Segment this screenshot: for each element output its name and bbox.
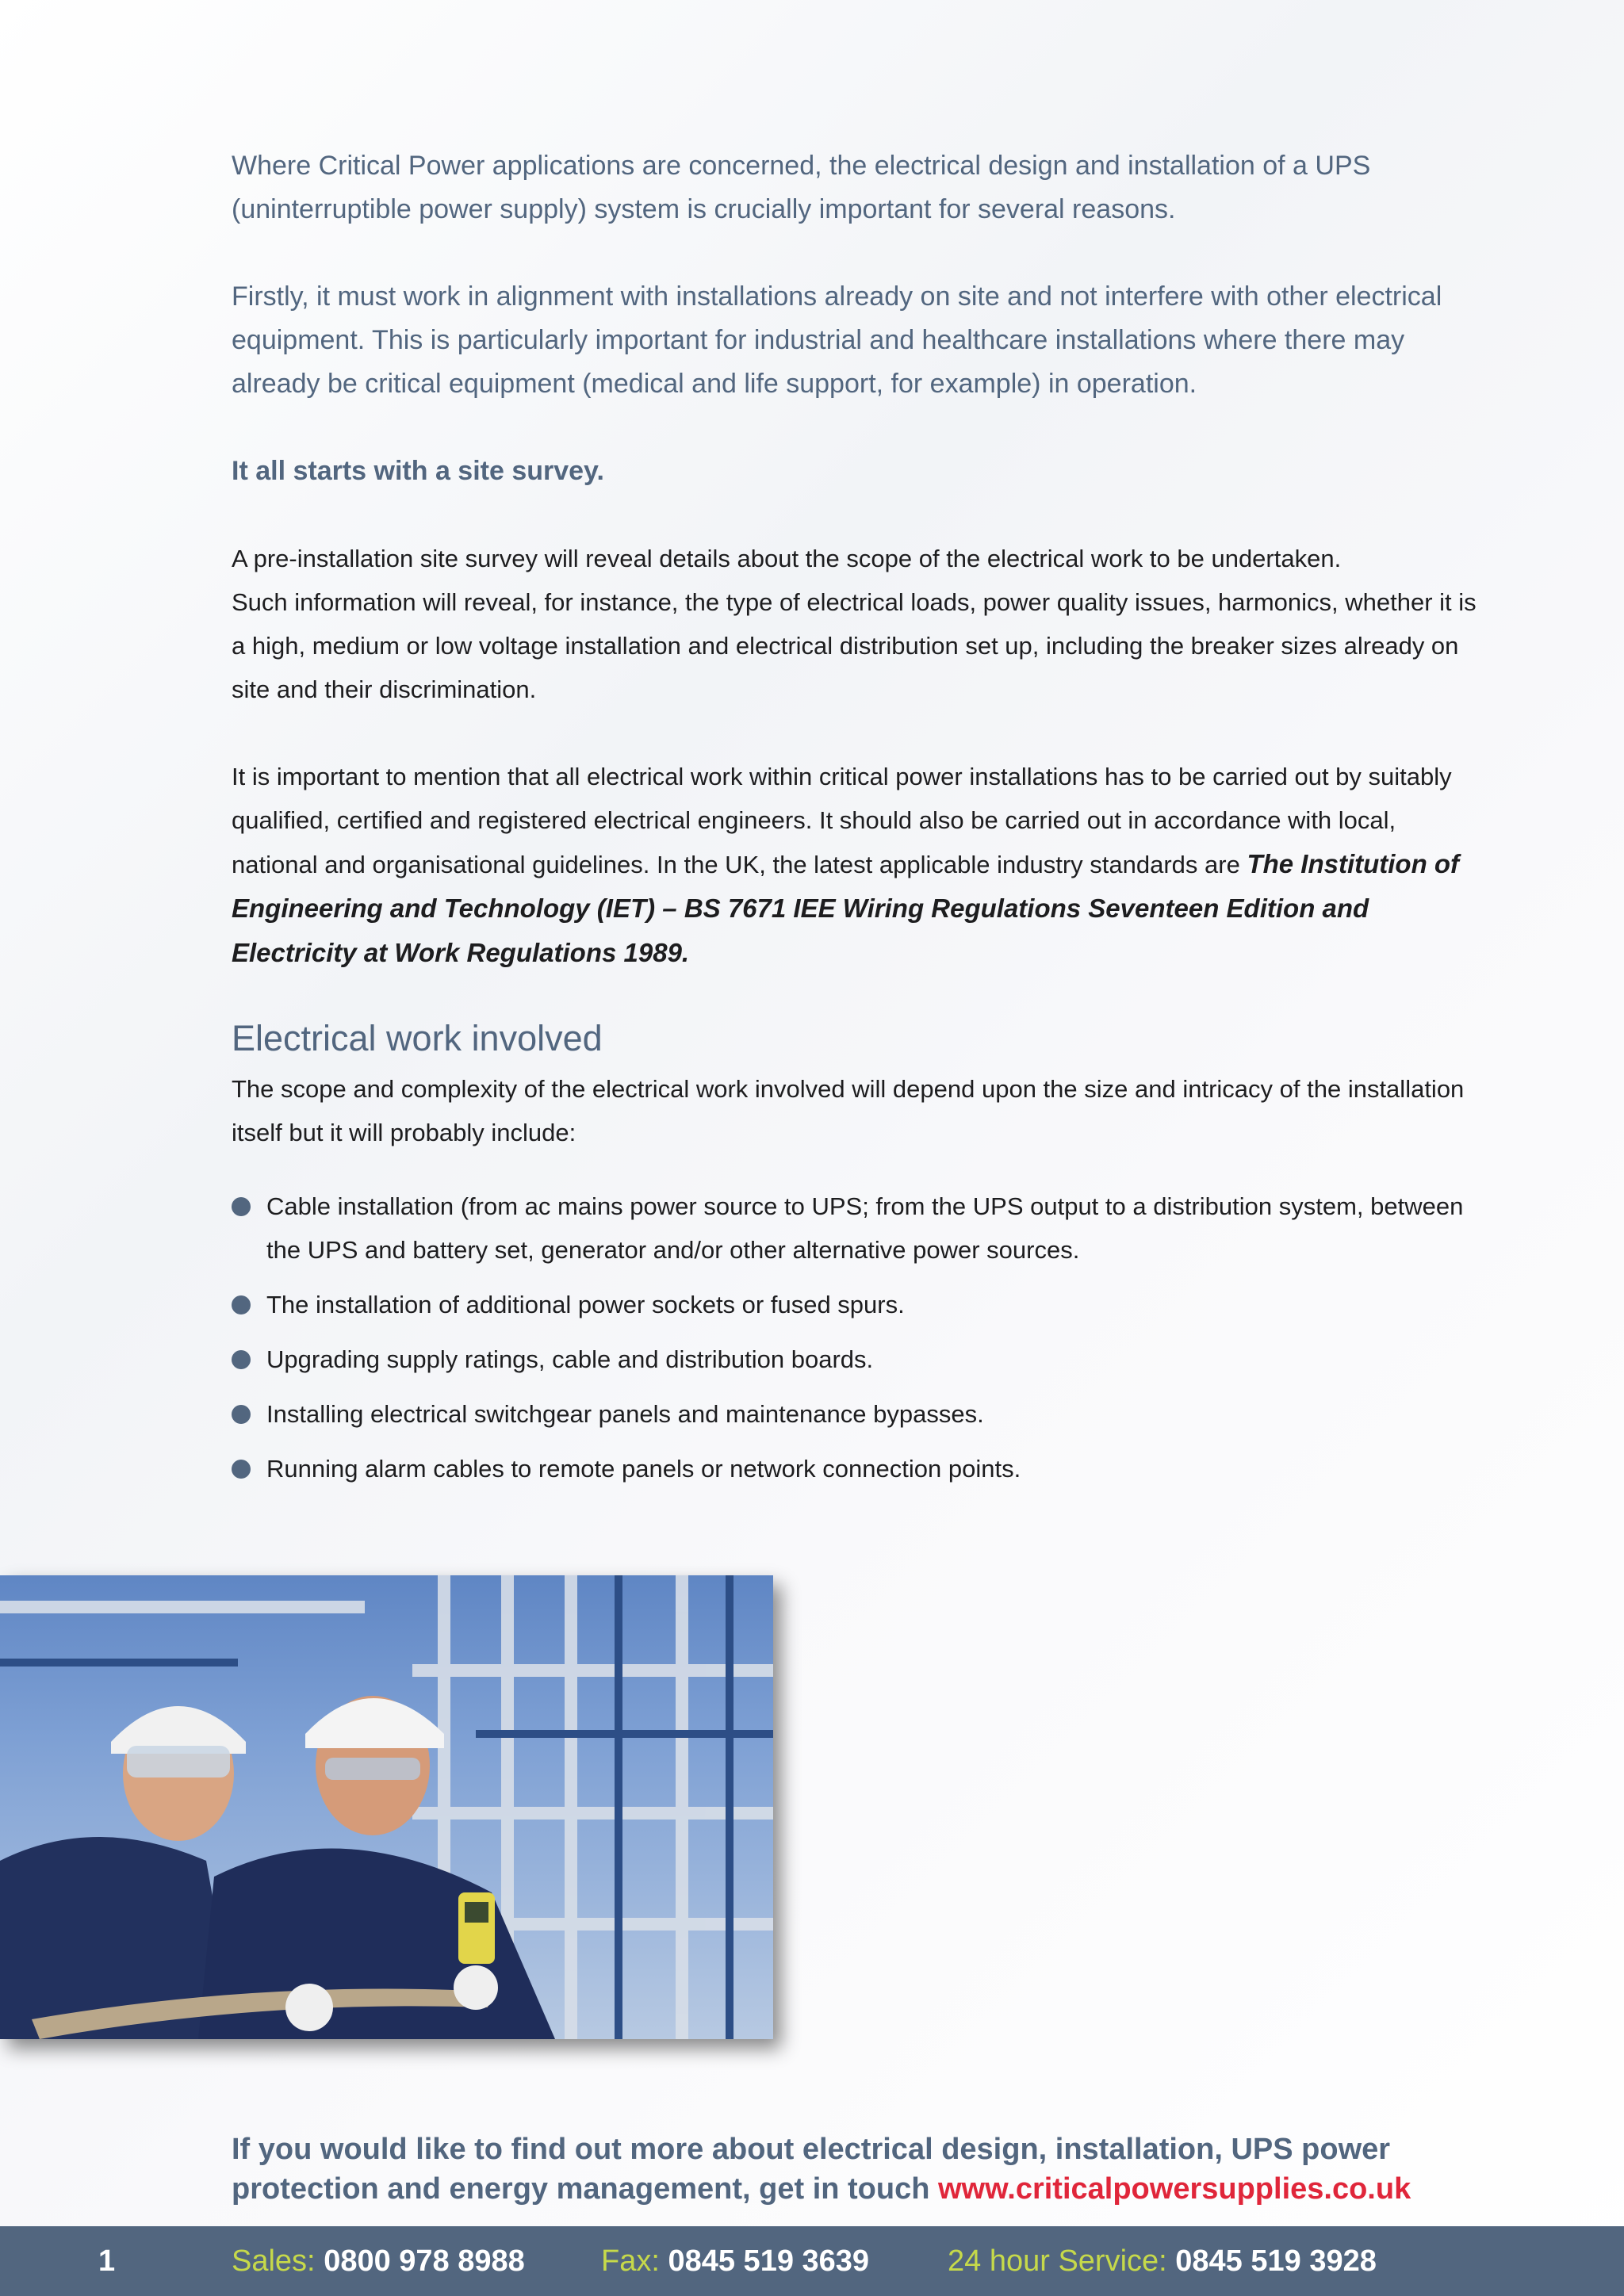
list-item-text: Upgrading supply ratings, cable and distribution boards. [266, 1345, 874, 1373]
list-item [232, 1447, 1484, 1490]
electrical-work-list [232, 1184, 1484, 1490]
standards-paragraph [232, 755, 1484, 975]
engineers-photo [0, 1575, 773, 2039]
intro-paragraph-1: Where Critical Power applications are concerned, the electrical design and installation of a UPS (uninterruptible power supply) system is crucially important for several reasons. [232, 151, 1371, 224]
bullet-icon [232, 1350, 251, 1369]
intro-paragraph-2: Firstly, it must work in alignment with installations already on site and not interfere with other electrical equipment. This is particularly important for industrial and healthcare installations where there may already be critical equipment (medical and life support, for example) in operation. [232, 281, 1442, 399]
bullet-icon [232, 1460, 251, 1479]
standards-emphasis: The Institution of Engineering and Technology (IET) – BS 7671 IEE Wiring Regulations Seventeen Edition and Electricity at Work Regulations 1989. [232, 849, 1460, 967]
sales-contact [232, 2242, 525, 2280]
standards-text: It is important to mention that all electrical work within critical power installations has to be carried out by suitably qualified, certified and registered electrical engineers. It should also be carried out in accordance with local, national and organisational guidelines. In the UK, the latest applicable industry standards are [232, 763, 1452, 878]
sales-label: Sales: [232, 2244, 316, 2278]
list-item [232, 1184, 1484, 1272]
fax-contact [601, 2242, 869, 2280]
service-contact [948, 2242, 1377, 2280]
sales-number[interactable]: 0800 978 8988 [324, 2244, 525, 2278]
list-item [232, 1337, 1484, 1381]
main-content [232, 144, 1484, 1502]
list-item-text: Installing electrical switchgear panels and maintenance bypasses. [266, 1400, 984, 1428]
cta-text: If you would like to find out more about electrical design, installation, UPS power protection and energy management, get in touch [232, 2133, 1391, 2206]
bullet-icon [232, 1405, 251, 1424]
electrical-work-title: Electrical work involved [232, 1018, 603, 1058]
list-item-text: Running alarm cables to remote panels or network connection points. [266, 1455, 1021, 1483]
bullet-icon [232, 1197, 251, 1216]
fax-label: Fax: [601, 2244, 660, 2278]
page-number: 1 [98, 2244, 116, 2278]
site-survey-paragraph [232, 537, 1484, 711]
site-survey-line-1: A pre-installation site survey will reveal details about the scope of the electrical work to be undertaken. [232, 545, 1342, 572]
site-survey-heading: It all starts with a site survey. [232, 456, 604, 486]
site-survey-line-2: Such information will reveal, for instance, the type of electrical loads, power quality issues, harmonics, whether it is a high, medium or low voltage installation and electrical distribution set up, including the breaker sizes already on site and their discrimination. [232, 588, 1477, 703]
website-link[interactable]: www.criticalpowersupplies.co.uk [938, 2172, 1411, 2206]
list-item [232, 1392, 1484, 1436]
fax-number[interactable]: 0845 519 3639 [668, 2244, 870, 2278]
list-item [232, 1283, 1484, 1326]
list-item-text: Cable installation (from ac mains power source to UPS; from the UPS output to a distribution system, between the UPS and battery set, generator and/or other alternative power sources. [266, 1192, 1464, 1264]
service-label: 24 hour Service: [948, 2244, 1167, 2278]
bullet-icon [232, 1295, 251, 1314]
list-item-text: The installation of additional power sockets or fused spurs. [266, 1291, 905, 1318]
service-number[interactable]: 0845 519 3928 [1175, 2244, 1377, 2278]
engineers-illustration [0, 1575, 773, 2039]
call-to-action [232, 2130, 1540, 2209]
electrical-work-intro: The scope and complexity of the electrical work involved will depend upon the size and intricacy of the installation itself but it will probably include: [232, 1075, 1465, 1146]
footer-bar [0, 2226, 1624, 2296]
